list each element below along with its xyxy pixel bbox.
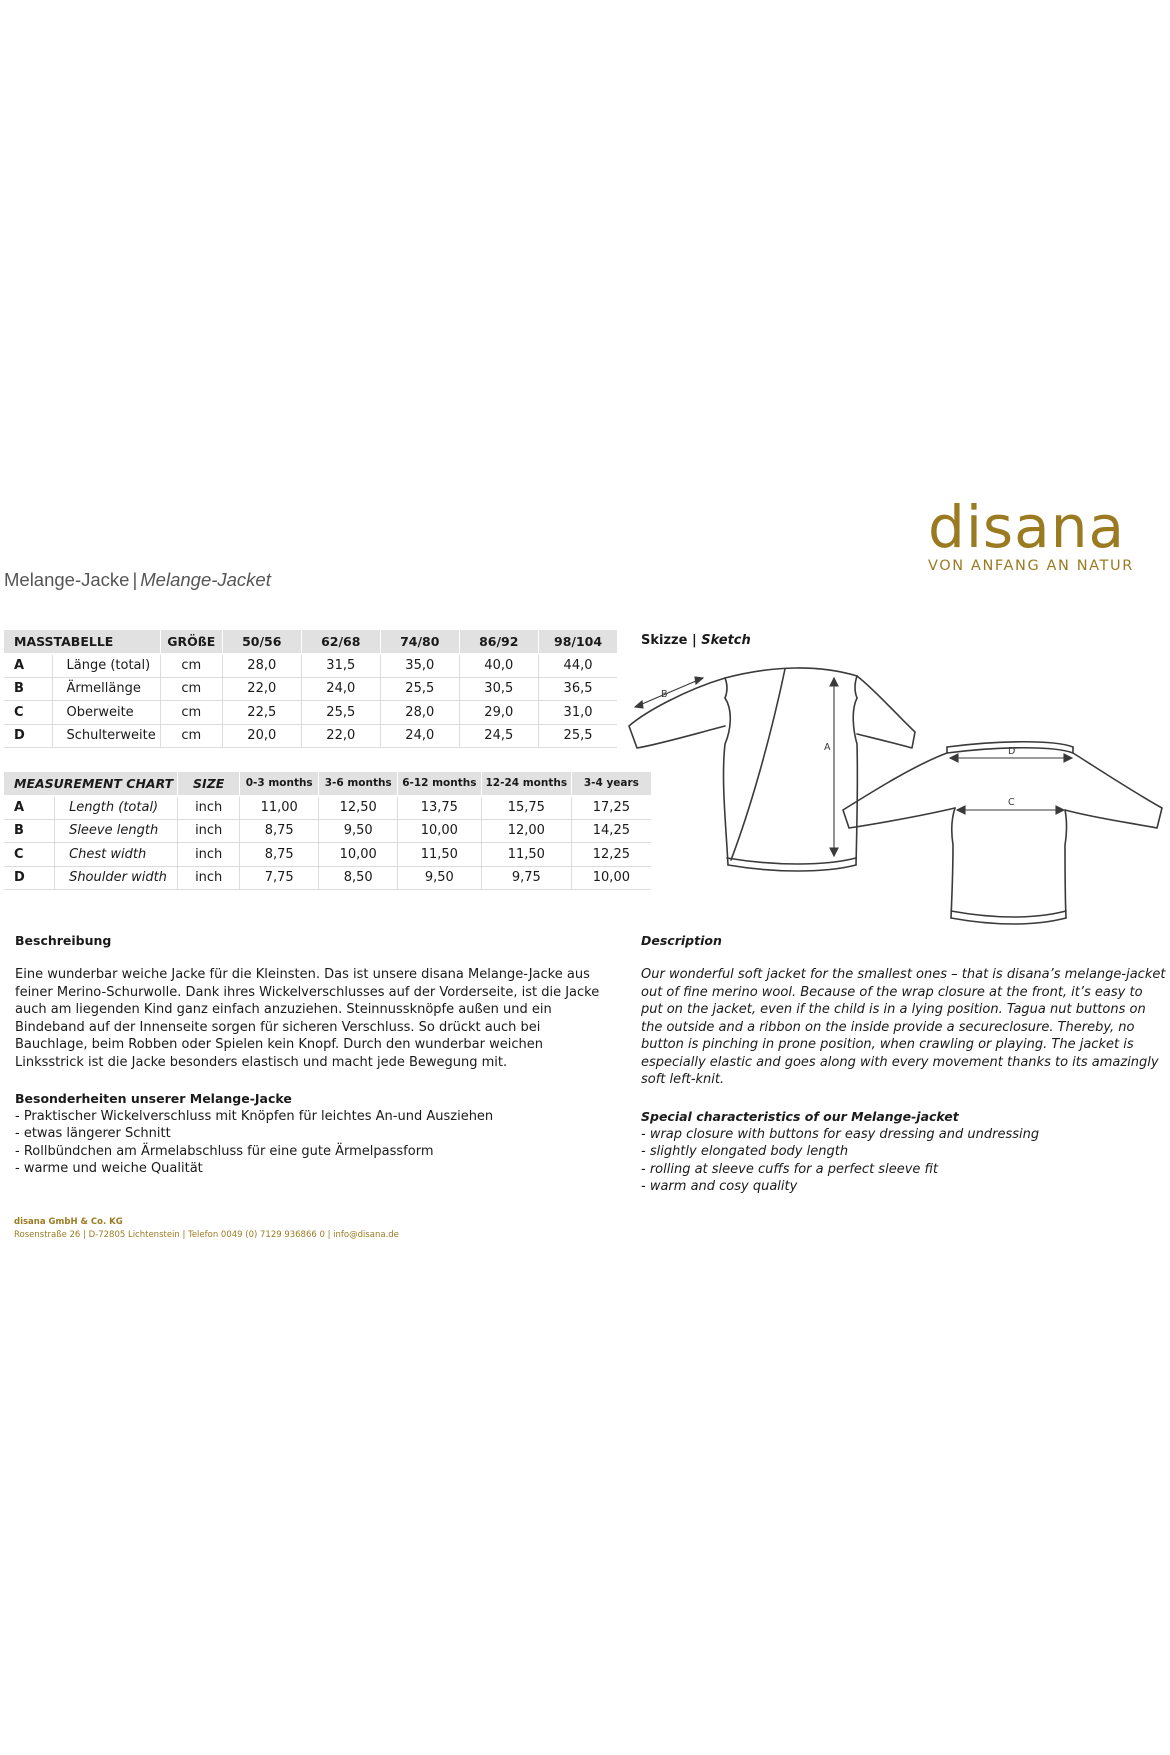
table-cell: 22,0 — [301, 724, 380, 748]
row-label: Schulterweite — [52, 724, 160, 748]
table-cell: 28,0 — [380, 701, 459, 725]
header-cell: 3-6 months — [319, 772, 398, 796]
table-row — [4, 654, 617, 678]
row-label: Oberweite — [52, 701, 160, 725]
row-unit: inch — [178, 796, 240, 820]
description-english — [641, 966, 1166, 1089]
measure-d-label: D — [1008, 746, 1016, 757]
list-item: - etwas längerer Schnitt — [15, 1126, 171, 1141]
row-code: B — [4, 677, 52, 701]
features-german — [15, 1090, 615, 1178]
table-row — [4, 677, 617, 701]
description-german — [15, 966, 615, 1071]
table-cell: 11,50 — [398, 843, 481, 867]
section-heading: Besonderheiten unserer Melange-Jacke — [15, 1091, 292, 1106]
brand-logo — [928, 493, 1148, 574]
row-unit: inch — [178, 866, 240, 890]
table-cell: 24,0 — [301, 677, 380, 701]
row-code: B — [4, 819, 55, 843]
sketch-title-english: Sketch — [701, 633, 751, 648]
row-unit: inch — [178, 819, 240, 843]
list-item: - warme und weiche Qualität — [15, 1161, 203, 1176]
table-cell: 15,75 — [481, 796, 572, 820]
table-cell: 25,5 — [301, 701, 380, 725]
table-cell: 12,50 — [319, 796, 398, 820]
row-label: Länge (total) — [52, 654, 160, 678]
list-item: - Praktischer Wickelverschluss mit Knöpfen für leichtes An-und Ausziehen — [15, 1108, 494, 1124]
table-cell: 24,0 — [380, 724, 459, 748]
table-cell: 11,50 — [481, 843, 572, 867]
header-cell: SIZE — [178, 772, 240, 796]
footer-company: disana GmbH & Co. KG — [14, 1217, 123, 1227]
table-cell: 22,5 — [222, 701, 301, 725]
section-heading: Special characteristics of our Melange-jacket — [641, 1109, 959, 1124]
table-cell: 20,0 — [222, 724, 301, 748]
table-cell: 36,5 — [538, 677, 617, 701]
footer — [14, 1216, 399, 1242]
measurement-table-german — [4, 630, 617, 748]
table-cell: 13,75 — [398, 796, 481, 820]
header-cell: 12-24 months — [481, 772, 572, 796]
table-cell: 8,50 — [319, 866, 398, 890]
list-item: - rolling at sleeve cuffs for a perfect sleeve fit — [641, 1161, 939, 1177]
table-cell: 44,0 — [538, 654, 617, 678]
row-unit: cm — [160, 701, 222, 725]
sketch-title-german: Skizze — [641, 633, 688, 648]
table-cell: 14,25 — [572, 819, 651, 843]
row-code: D — [4, 724, 52, 748]
table-header-row — [4, 630, 617, 654]
header-cell: 98/104 — [538, 630, 617, 654]
row-code: C — [4, 701, 52, 725]
header-cell: 3-4 years — [572, 772, 651, 796]
header-cell: 0-3 months — [240, 772, 319, 796]
table-cell: 22,0 — [222, 677, 301, 701]
table-row — [4, 796, 651, 820]
header-cell: GRÖßE — [160, 630, 222, 654]
table-cell: 24,5 — [459, 724, 538, 748]
description-text: Eine wunderbar weiche Jacke für die Kleinsten. Das ist unsere disana Melange-Jacke aus feiner Merino-Schurwolle. Dank ihres Wickelverschlusses auf der Vorderseite, ist die Jacke auch am liegenden Kind ganz einfach anzuziehen. Steinnussknöpfe außen und ein Bindeband auf der Innenseite sorgen für sicheren Verschluss. So drückt auch bei Bauchlage, beim Robben oder Spielen kein Knopf. Durch den wunderbar weichen Linksstrick ist die Jacke besonders elastisch und macht jede Bewegung mit. — [15, 967, 600, 1070]
table-cell: 10,00 — [319, 843, 398, 867]
section-heading: Beschreibung — [15, 933, 112, 948]
description-english-heading — [641, 932, 722, 950]
row-label: Chest width — [55, 843, 178, 867]
sketch-title — [641, 633, 751, 648]
row-code: A — [4, 796, 55, 820]
header-cell: 62/68 — [301, 630, 380, 654]
header-cell: 50/56 — [222, 630, 301, 654]
table-cell: 30,5 — [459, 677, 538, 701]
measure-c-label: C — [1008, 797, 1015, 808]
table-cell: 40,0 — [459, 654, 538, 678]
table-cell: 29,0 — [459, 701, 538, 725]
table-cell: 31,0 — [538, 701, 617, 725]
back-jacket-outline — [843, 742, 1162, 924]
description-german-heading — [15, 932, 111, 950]
list-item: - wrap closure with buttons for easy dressing and undressing — [641, 1126, 1040, 1142]
header-cell: 6-12 months — [398, 772, 481, 796]
header-cell: MASSTABELLE — [4, 630, 160, 654]
row-label: Ärmellänge — [52, 677, 160, 701]
row-code: A — [4, 654, 52, 678]
table-cell: 28,0 — [222, 654, 301, 678]
table-cell: 17,25 — [572, 796, 651, 820]
row-unit: inch — [178, 843, 240, 867]
logo-wordmark: disana — [928, 493, 1125, 561]
section-heading: Description — [641, 933, 722, 948]
table-cell: 25,5 — [380, 677, 459, 701]
measure-b-arrow — [635, 677, 703, 708]
table-cell: 10,00 — [572, 866, 651, 890]
sketch-title-separator: | — [691, 633, 697, 648]
table-cell: 7,75 — [240, 866, 319, 890]
list-item: - Rollbündchen am Ärmelabschluss für eine gute Ärmelpassform — [15, 1143, 434, 1159]
table-cell: 9,75 — [481, 866, 572, 890]
table-row — [4, 701, 617, 725]
description-text: Our wonderful soft jacket for the smallest ones – that is disana’s melange-jacket out of fine merino wool. Because of the wrap closure at the front, it’s easy to put on the jacket, even if the child is in a lying position. Tagua nut buttons on the outside and a ribbon on the inside provide a secureclosure. Thereby, no button is pinching in prone position, when crawling or playing. The jacket is especially elastic and goes along with every movement thanks to its amazingly soft left-knit. — [641, 967, 1166, 1087]
jacket-sketch — [625, 660, 1170, 935]
header-cell: 86/92 — [459, 630, 538, 654]
row-unit: cm — [160, 654, 222, 678]
table-cell: 9,50 — [398, 866, 481, 890]
row-label: Sleeve length — [55, 819, 178, 843]
header-cell: 74/80 — [380, 630, 459, 654]
row-unit: cm — [160, 724, 222, 748]
measure-b-label: B — [661, 689, 668, 700]
features-english — [641, 1108, 1166, 1196]
row-code: C — [4, 843, 55, 867]
measurement-table-english — [4, 772, 651, 890]
table-row — [4, 819, 651, 843]
table-cell: 12,00 — [481, 819, 572, 843]
table-cell: 8,75 — [240, 843, 319, 867]
row-label: Shoulder width — [55, 866, 178, 890]
row-label: Length (total) — [55, 796, 178, 820]
logo-tagline: VON ANFANG AN NATUR — [928, 558, 1134, 574]
front-jacket-outline — [629, 668, 915, 871]
table-cell: 31,5 — [301, 654, 380, 678]
list-item: - warm and cosy quality — [641, 1179, 798, 1194]
table-cell: 9,50 — [319, 819, 398, 843]
table-cell: 11,00 — [240, 796, 319, 820]
table-cell: 12,25 — [572, 843, 651, 867]
table-cell: 35,0 — [380, 654, 459, 678]
row-code: D — [4, 866, 55, 890]
table-header-row — [4, 772, 651, 796]
table-row — [4, 724, 617, 748]
table-cell: 10,00 — [398, 819, 481, 843]
footer-address: Rosenstraße 26 | D-72805 Lichtenstein | Telefon 0049 (0) 7129 936866 0 | info@disana.de — [14, 1230, 399, 1240]
page-title — [4, 569, 271, 591]
title-separator: | — [132, 569, 138, 590]
header-cell: MEASUREMENT CHART — [4, 772, 178, 796]
title-german: Melange-Jacke — [4, 569, 130, 590]
list-item: - slightly elongated body length — [641, 1144, 849, 1159]
measure-a-label: A — [824, 742, 831, 753]
measure-a-arrow — [830, 678, 838, 856]
table-row — [4, 866, 651, 890]
row-unit: cm — [160, 677, 222, 701]
table-cell: 8,75 — [240, 819, 319, 843]
table-row — [4, 843, 651, 867]
table-cell: 25,5 — [538, 724, 617, 748]
title-english: Melange-Jacket — [140, 569, 271, 590]
